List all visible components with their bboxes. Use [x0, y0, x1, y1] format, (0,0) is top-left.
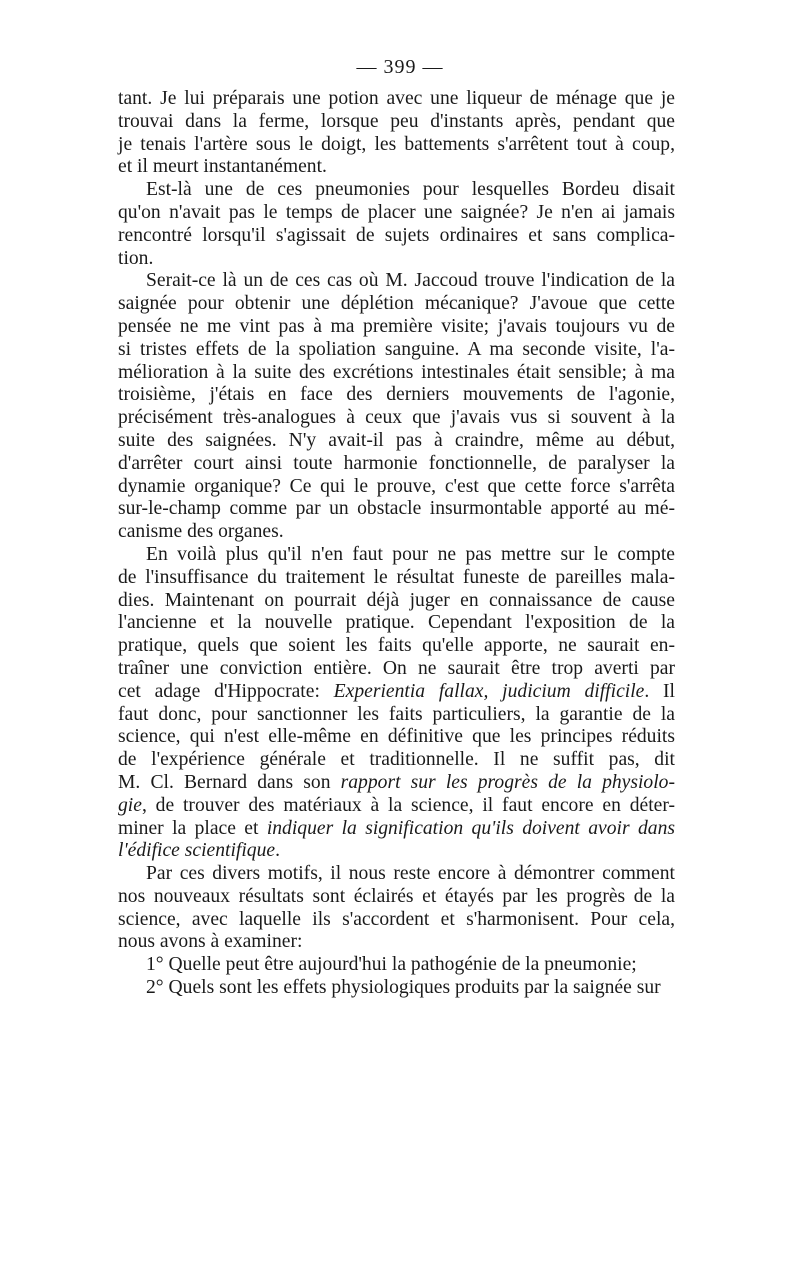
text-line: d'arrêter court ainsi toute harmonie fonctionnelle, de paralyser la	[118, 452, 675, 474]
text-line: de l'insuffisance du traitement le résultat funeste de pareilles mala-	[118, 566, 675, 588]
paragraph	[118, 954, 675, 977]
text-line: si tristes effets de la spoliation sanguine. A ma seconde visite, l'a-	[118, 338, 675, 360]
text-line: sur-le-champ comme par un obstacle insurmontable apporté au mé-	[118, 498, 675, 520]
text-line: qu'on n'avait pas le temps de placer une saignée? Je n'en ai jamais	[118, 201, 675, 223]
text-line: science, qui n'est elle-même en définitive que les principes réduits	[118, 726, 675, 748]
text-line: dies. Maintenant on pourrait déjà juger en connaissance de cause	[118, 589, 675, 611]
text-line: En voilà plus qu'il n'en faut pour ne pas mettre sur le compte	[146, 543, 675, 565]
text-line: de l'expérience générale et traditionnelle. Il ne suffit pas, dit	[118, 749, 675, 771]
text-line: nous avons à examiner:	[118, 931, 303, 953]
text-line: troisième, j'étais en face des derniers mouvements de l'agonie,	[118, 384, 675, 406]
text-line: Est-là une de ces pneumonies pour lesquelles Bordeu disait	[146, 179, 675, 201]
paragraph	[118, 270, 675, 544]
text-line: gie, de trouver des matériaux à la science, il faut encore en déter-	[118, 794, 675, 816]
text-line: science, avec laquelle ils s'accordent et s'harmonisent. Pour cela,	[118, 908, 675, 930]
text-line: trouvai dans la ferme, lorsque peu d'instants après, pendant que	[118, 110, 675, 132]
text-line: suite des saignées. N'y avait-il pas à craindre, même au début,	[118, 429, 675, 451]
paragraph	[118, 977, 675, 1000]
paragraph	[118, 863, 675, 954]
text-line: saignée pour obtenir une déplétion mécanique? J'avoue que cette	[118, 293, 675, 315]
text-line: faut donc, pour sanctionner les faits particuliers, la garantie de la	[118, 703, 675, 725]
text-line: pensée ne me vint pas à ma première visite; j'avais toujours vu de	[118, 315, 675, 337]
paragraph	[118, 88, 675, 179]
text-line: précisément très-analogues à ceux que j'avais vus si souvent à la	[118, 407, 675, 429]
body-text	[118, 88, 675, 1000]
text-line: cet adage d'Hippocrate: Experientia fallax, judicium difficile. Il	[118, 680, 676, 702]
text-line: dynamie organique? Ce qui le prouve, c'est que cette force s'arrêta	[118, 475, 675, 497]
text-line: mélioration à la suite des excrétions intestinales était sensible; à ma	[118, 361, 675, 383]
text-line: nos nouveaux résultats sont éclairés et étayés par les progrès de la	[118, 885, 675, 907]
text-line: Par ces divers motifs, il nous reste encore à démontrer comment	[146, 863, 675, 885]
text-line: canisme des organes.	[118, 521, 284, 543]
text-line: rencontré lorsqu'il s'agissait de sujets ordinaires et sans complica-	[118, 224, 675, 246]
text-line: miner la place et indiquer la signification qu'ils doivent avoir dans	[118, 817, 675, 839]
text-line: et il meurt instantanément.	[118, 156, 327, 178]
text-line: M. Cl. Bernard dans son rapport sur les progrès de la physiolo-	[118, 771, 675, 793]
text-line: 2° Quels sont les effets physiologiques produits par la saignée sur	[146, 977, 661, 999]
text-line: l'édifice scientifique.	[118, 840, 280, 862]
text-line: l'ancienne et la nouvelle pratique. Cependant l'exposition de la	[118, 612, 675, 634]
page-number: — 399 —	[356, 56, 444, 78]
paragraph	[118, 544, 675, 863]
paragraph	[118, 179, 675, 270]
text-line: je tenais l'artère sous le doigt, les battements s'arrêtent tout à coup,	[118, 133, 675, 155]
text-line: tion.	[118, 247, 154, 269]
text-line: tant. Je lui préparais une potion avec une liqueur de ménage que je	[118, 88, 675, 109]
text-line: pratique, quels que soient les faits qu'elle apporte, ne saurait en-	[118, 635, 675, 657]
text-line: 1° Quelle peut être aujourd'hui la pathogénie de la pneumonie;	[146, 954, 637, 976]
text-line: traîner une conviction entière. On ne saurait être trop averti par	[118, 657, 675, 679]
text-line: Serait-ce là un de ces cas où M. Jaccoud trouve l'indication de la	[146, 270, 675, 292]
